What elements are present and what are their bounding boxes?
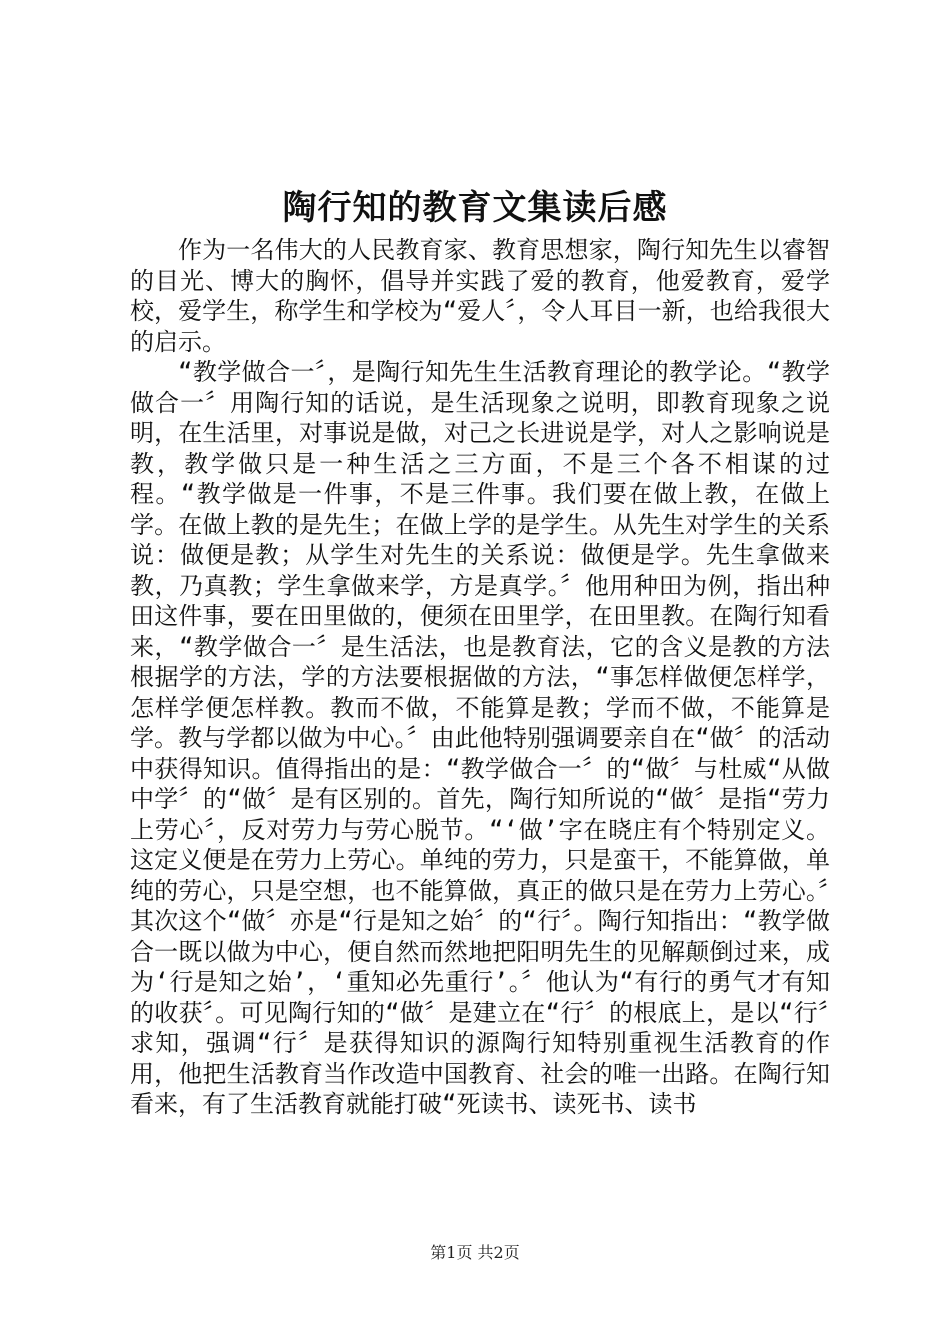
document-body <box>130 235 830 1120</box>
document-title: 陶行知的教育文集读后感 <box>282 188 668 228</box>
page-number-footer: 第1页 共2页 <box>430 1243 520 1262</box>
paragraph-2: “教学做合一〞，是陶行知先生生活教育理论的教学论。“教学做合一〞用陶行知的话说，是生活现象之说明，即教育现象之说明，在生活里，对事说是做，对己之长进说是学，对人之影响说是教，教学做只是一种生活之三方面，不是三个各不相谋的过程。“教学做是一件事，不是三件事。我们要在做上教，在做上学。在做上教的是先生；在做上学的是学生。从先生对学生的关系说：做便是教；从学生对先生的关系说：做便是学。先生拿做来教，乃真教；学生拿做来学，方是真学。〞他用种田为例，指出种田这件事，要在田里做的，便须在田里学，在田里教。在陶行知看来，“教学做合一〞是生活法，也是教育法，它的含义是教的方法根据学的方法，学的方法要根据做的方法，“事怎样做便怎样学，怎样学便怎样教。教而不做，不能算是教；学而不做，不能算是学。教与学都以做为中心。〞由此他特别强调要亲自在“做〞的活动中获得知识。值得指出的是：“教学做合一〞的“做〞与杜威“从做中学〞的“做〞是有区别的。首先，陶行知所说的“做〞是指“劳力上劳心〞，反对劳力与劳心脱节。“‘做’字在晓庄有个特别定义。这定义便是在劳力上劳心。单纯的劳力，只是蛮干，不能算做，单纯的劳心，只是空想，也不能算做，真正的做只是在劳力上劳心。〞其次这个“做〞亦是“行是知之始〞的“行〞。陶行知指出：“教学做合一既以做为中心，便自然而然地把阳明先生的见解颠倒过来，成为‘行是知之始’，‘重知必先重行’。〞他认为“有行的勇气才有知的收获〞。可见陶行知的“做〞是建立在“行〞的根底上，是以“行〞求知，强调“行〞是获得知识的源陶行知特别重视生活教育的作用，他把生活教育当作改造中国教育、社会的唯一出路。在陶行知看来，有了生活教育就能打破“死读书、读死书、读书 <box>130 358 830 1118</box>
paragraph-1: 作为一名伟大的人民教育家、教育思想家，陶行知先生以睿智的目光、博大的胸怀，倡导并实践了爱的教育，他爱教育，爱学校，爱学生，称学生和学校为“爱人〞，令人耳目一新，也给我很大的启示。 <box>130 236 830 356</box>
